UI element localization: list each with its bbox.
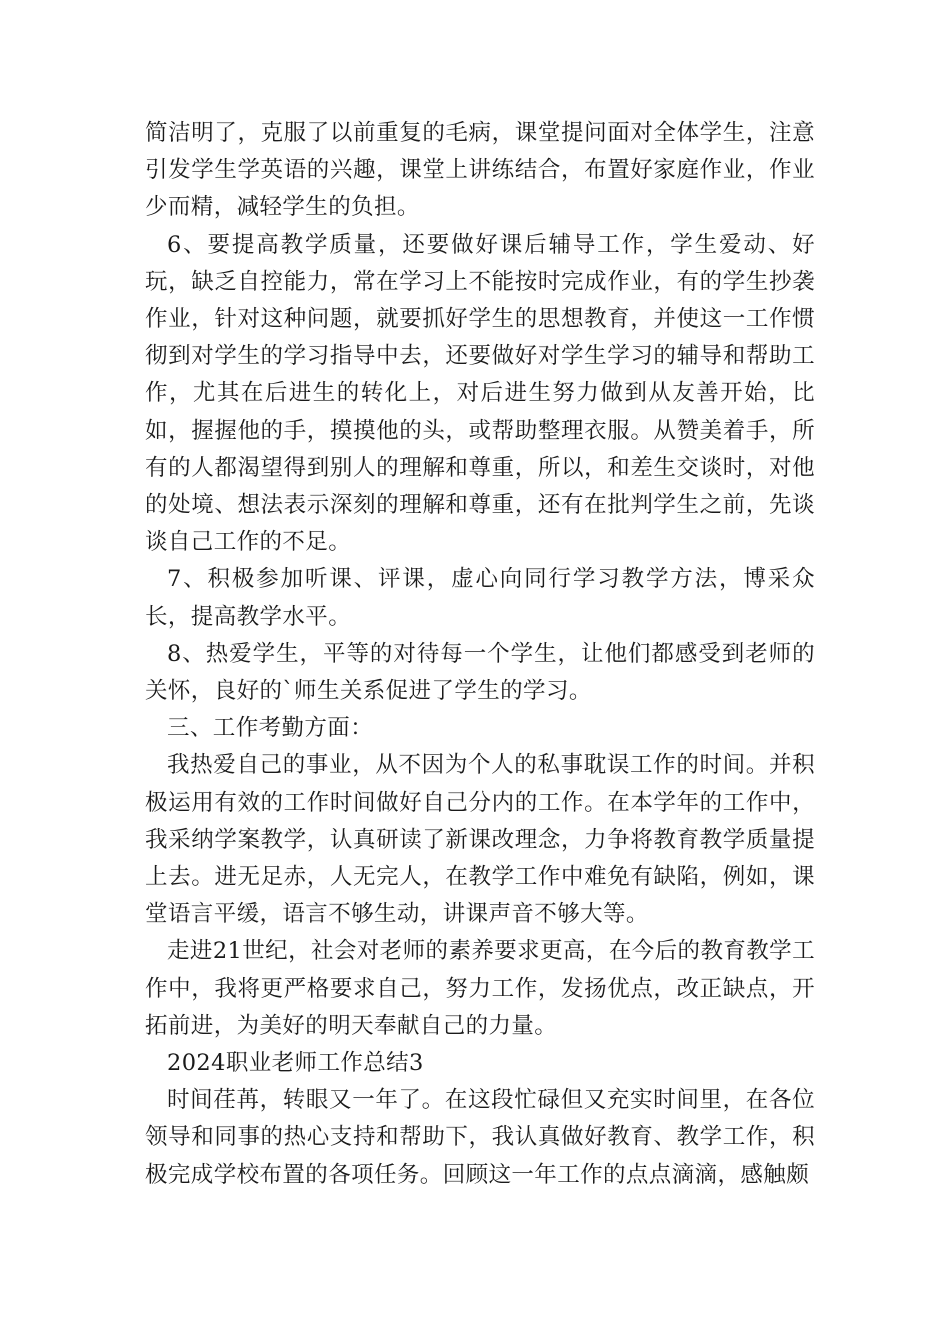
section-heading-attendance: 三、工作考勤方面：: [167, 715, 374, 742]
paragraph-future: 走进21世纪，社会对老师的素养要求更高，在今后的教育教学工作中，我将更严格要求自己，努力工作，发扬优点，改正缺点，开拓前进，为美好的明天奉献自己的力量。: [145, 938, 815, 1039]
paragraph-item-7: 7、积极参加听课、评课，虚心向同行学习教学方法，博采众长，提高教学水平。: [145, 566, 815, 630]
paragraph-item-8: 8、热爱学生，平等的对待每一个学生，让他们都感受到老师的关怀，良好的`师生关系促进了学生的学习。: [145, 640, 815, 705]
paragraph-attendance: 我热爱自己的事业，从不因为个人的私事耽误工作的时间。并积极运用有效的工作时间做好自己分内的工作。在本学年的工作中，我采纳学案教学，认真研读了新课改理念，力争将教育教学质量提上去。进无足赤，人无完人，在教学工作中难免有缺陷，例如，课堂语言平缓，语言不够生动，讲课声音不够大等。: [145, 752, 815, 928]
document-title-summary-3: 2024职业老师工作总结3: [167, 1050, 424, 1077]
paragraph-item-6: 6、要提高教学质量，还要做好课后辅导工作，学生爱动、好玩，缺乏自控能力，常在学习上不能按时完成作业，有的学生抄袭作业，针对这种问题，就要抓好学生的思想教育，并使这一工作惯彻到对学生的学习指导中去，还要做好对学生学习的辅导和帮助工作，尤其在后进生的转化上，对后进生努力做到从友善开始，比如，握握他的手，摸摸他的头，或帮助整理衣服。从赞美着手，所有的人都渴望得到别人的理解和尊重，所以，和差生交谈时，对他的处境、想法表示深刻的理解和尊重，还有在批判学生之前，先谈谈自己工作的不足。: [145, 231, 815, 556]
paragraph-summary-intro: 时间荏苒，转眼又一年了。在这段忙碌但又充实时间里，在各位领导和同事的热心支持和帮助下，我认真做好教育、教学工作，积极完成学校布置的各项任务。回顾这一年工作的点点滴滴，感触颇: [145, 1087, 815, 1188]
paragraph-continuation: 简洁明了，克服了以前重复的毛病，课堂提问面对全体学生，注意引发学生学英语的兴趣，课堂上讲练结合，布置好家庭作业，作业少而精，减轻学生的负担。: [145, 120, 815, 221]
document-body: [145, 115, 815, 1194]
